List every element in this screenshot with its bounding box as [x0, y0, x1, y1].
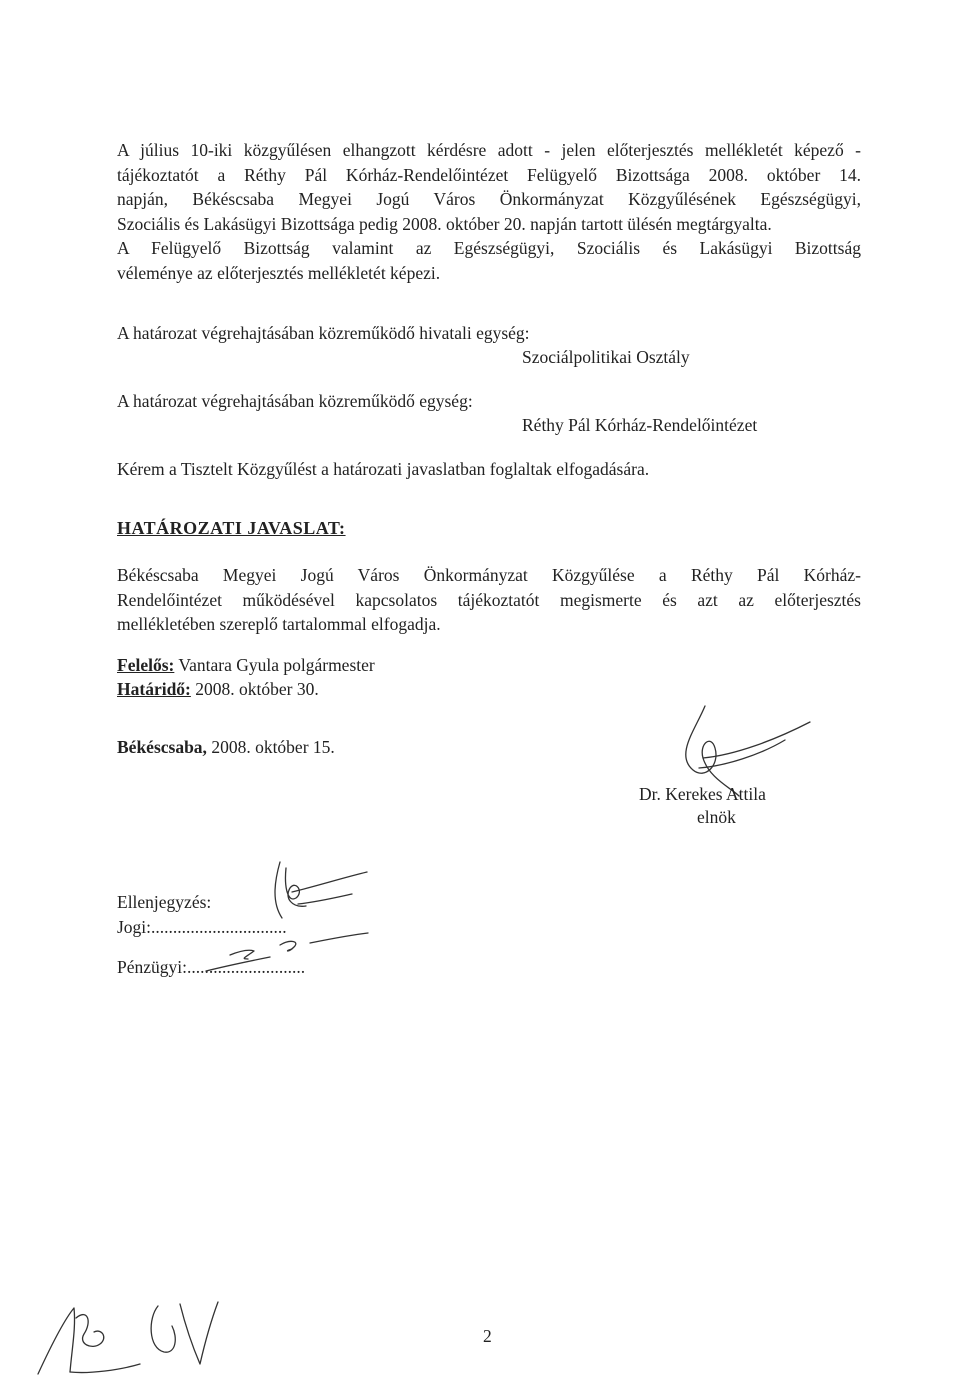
intro-line: véleménye az előterjesztés mellékletét képezi. — [117, 262, 441, 283]
deadline-value: 2008. október 30. — [190, 679, 319, 699]
responsible-label: Felelős: — [117, 655, 175, 675]
request-sentence: Kérem a Tisztelt Közgyűlést a határozati javaslatban foglaltak elfogadására. — [117, 459, 650, 479]
countersign-legal: Jogi:............................... — [117, 917, 287, 937]
proposal-line: Békéscsaba Megyei Jogú Város Önkormányzat Közgyűlése a Réthy Pál Kórház- — [117, 565, 861, 585]
responsible-line — [117, 653, 375, 678]
date: 2008. október 15. — [206, 737, 335, 757]
responsible-unit-value: Szociálpolitikai Osztály — [522, 347, 690, 367]
intro-paragraph — [117, 138, 861, 285]
page-number: 2 — [483, 1326, 492, 1346]
deadline-label: Határidő: — [117, 679, 191, 699]
page-initials — [30, 1278, 220, 1378]
participating-unit-value: Réthy Pál Kórház-Rendelőintézet — [522, 415, 758, 435]
proposal-heading: HATÁROZATI JAVASLAT: — [117, 518, 346, 538]
deadline-line — [117, 677, 319, 702]
proposal-paragraph — [117, 563, 861, 637]
signatory-name: Dr. Kerekes Attila — [639, 784, 766, 804]
countersign-financial: Pénzügyi:........................... — [117, 957, 306, 977]
intro-line: A július 10-iki közgyűlésen elhangzott kérdésre adott - jelen előterjesztés mellékletét képező - — [117, 140, 861, 160]
intro-line: napján, Békéscsaba Megyei Jogú Város Önkormányzat Közgyűlésének Egészségügyi, — [117, 189, 861, 209]
countersign-label: Ellenjegyzés: — [117, 892, 212, 912]
proposal-line: mellékletében szereplő tartalommal elfogadja. — [117, 614, 441, 634]
intro-line: Szociális és Lakásügyi Bizottsága pedig 2008. október 20. napján tartott ülésén megtárgyalta. — [117, 213, 772, 234]
responsible-value: Vantara Gyula polgármester — [174, 655, 375, 675]
place-date-line — [117, 735, 335, 760]
place: Békéscsaba, — [117, 737, 207, 757]
intro-line: A Felügyelő Bizottság valamint az Egészségügyi, Szociális és Lakásügyi Bizottság — [117, 238, 861, 258]
intro-line: tájékoztatót a Réthy Pál Kórház-Rendelőintézet Felügyelő Bizottsága 2008. október 14. — [117, 164, 861, 185]
proposal-line: Rendelőintézet működésével kapcsolatos tájékoztatót megismerte és azt az előterjesztés — [117, 589, 861, 610]
participating-unit-label: A határozat végrehajtásában közreműködő egység: — [117, 391, 473, 411]
responsible-unit-label: A határozat végrehajtásában közreműködő hivatali egység: — [117, 323, 530, 343]
signatory-title: elnök — [697, 807, 736, 827]
